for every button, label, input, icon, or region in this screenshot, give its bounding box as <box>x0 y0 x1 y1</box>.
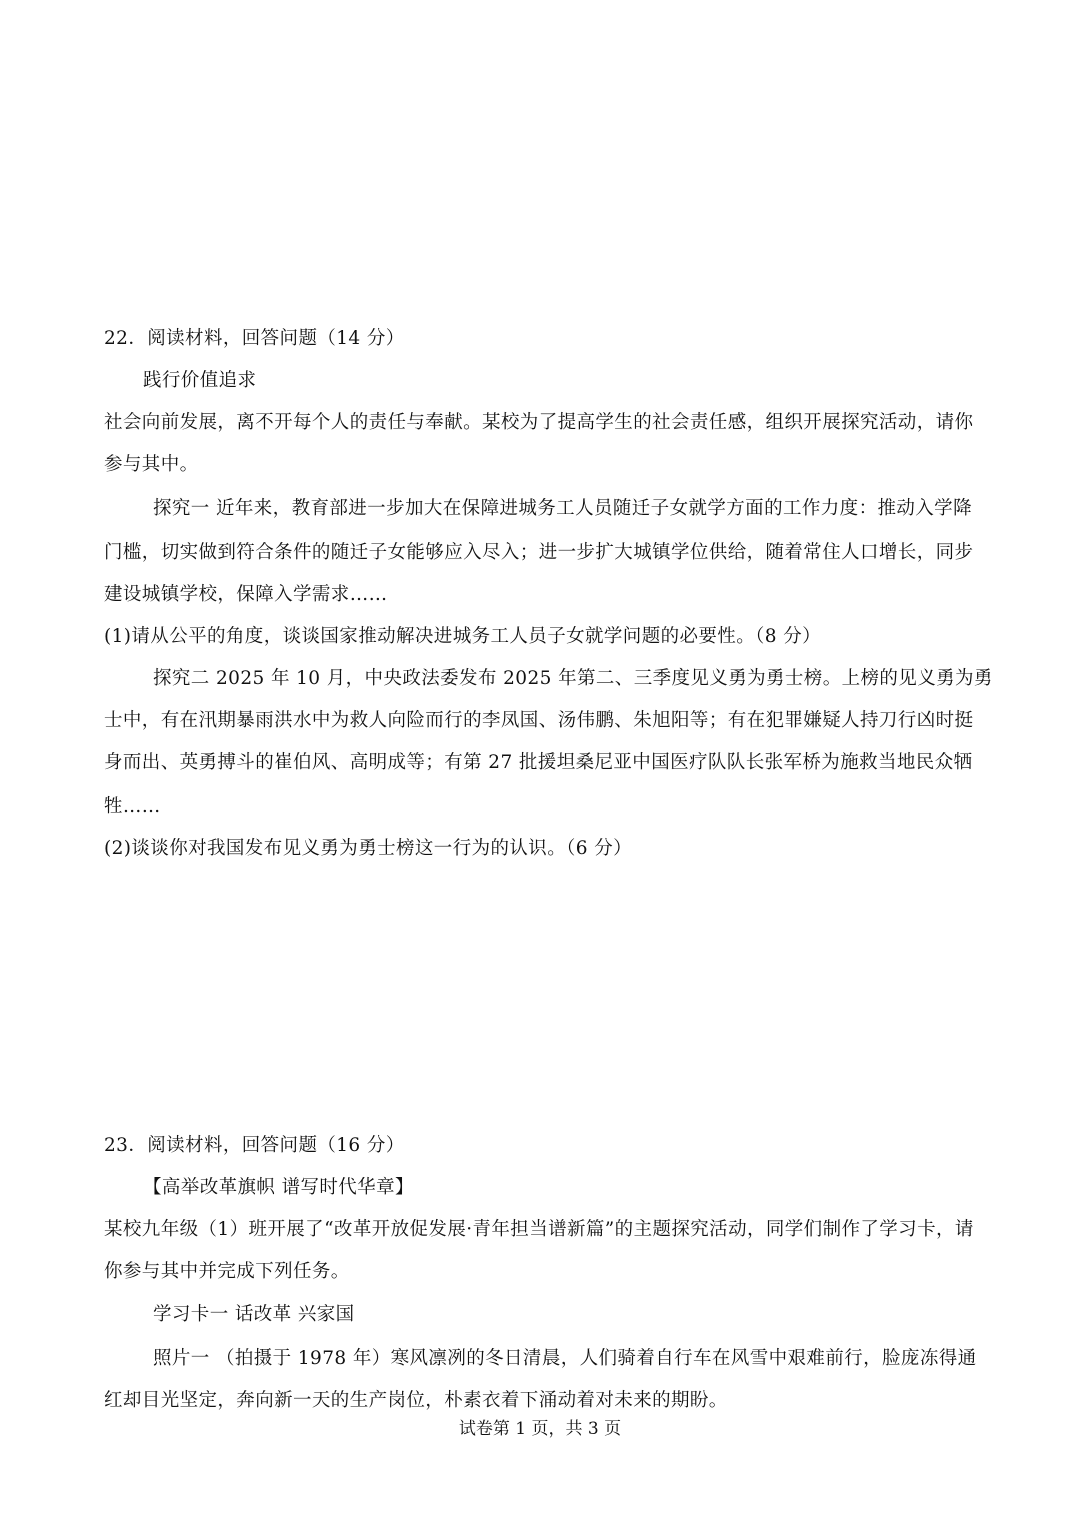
q23-card1-title: 学习卡一 话改革 兴家国 <box>153 1304 355 1325</box>
q22-subquestion-2: (2)谈谈你对我国发布见义勇为勇士榜这一行为的认识。（6 分） <box>104 838 633 859</box>
q22-intro-line-2: 参与其中。 <box>104 454 199 475</box>
q22-explore1-line-2: 门槛，切实做到符合条件的随迁子女能够应入尽入；进一步扩大城镇学位供给，随着常住人口增长，同步 <box>104 542 974 563</box>
q23-intro-line-1: 某校九年级（1）班开展了“改革开放促发展·青年担当谱新篇”的主题探究活动，同学们制作了学习卡，请 <box>104 1219 974 1240</box>
q22-theme: 践行价值追求 <box>143 370 257 391</box>
q23-intro-line-2: 你参与其中并完成下列任务。 <box>104 1261 350 1282</box>
q23-heading: 23．阅读材料，回答问题（16 分） <box>104 1135 405 1156</box>
q22-intro-line-1: 社会向前发展，离不开每个人的责任与奉献。某校为了提高学生的社会责任感，组织开展探究活动，请你 <box>104 412 974 433</box>
q22-explore1-line-3: 建设城镇学校，保障入学需求…… <box>104 584 388 605</box>
q23-photo1-line-1: 照片一 （拍摄于 1978 年）寒风凛冽的冬日清晨，人们骑着自行车在风雪中艰难前行，脸庞冻得通 <box>153 1348 977 1369</box>
q22-explore2-line-4: 牲…… <box>104 796 161 817</box>
q23-theme: 【高举改革旗帜 谱写时代华章】 <box>143 1177 414 1198</box>
q23-photo1-line-2: 红却目光坚定，奔向新一天的生产岗位，朴素衣着下涌动着对未来的期盼。 <box>104 1390 728 1411</box>
q22-explore2-line-1: 探究二 2025 年 10 月，中央政法委发布 2025 年第二、三季度见义勇为勇士榜。上榜的见义勇为勇 <box>153 668 993 689</box>
q22-explore1-line-1: 探究一 近年来，教育部进一步加大在保障进城务工人员随迁子女就学方面的工作力度：推动入学降 <box>153 498 972 519</box>
q22-subquestion-1: (1)请从公平的角度，谈谈国家推动解决进城务工人员子女就学问题的必要性。（8 分） <box>104 626 822 647</box>
q22-explore2-line-3: 身而出、英勇搏斗的崔伯风、高明成等；有第 27 批援坦桑尼亚中国医疗队队长张军桥为施救当地民众牺 <box>104 752 973 773</box>
q22-heading: 22．阅读材料，回答问题（14 分） <box>104 328 405 349</box>
q22-explore2-line-2: 士中，有在汛期暴雨洪水中为救人向险而行的李凤国、汤伟鹏、朱旭阳等；有在犯罪嫌疑人持刀行凶时挺 <box>104 710 974 731</box>
page-footer: 试卷第 1 页，共 3 页 <box>458 1419 622 1439</box>
